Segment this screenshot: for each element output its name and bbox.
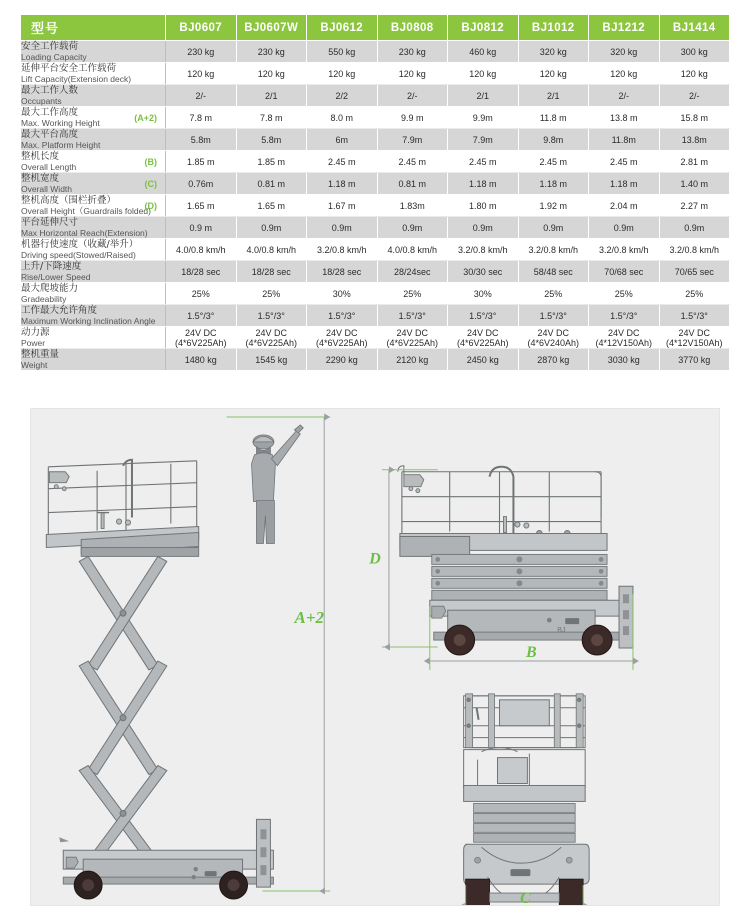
spec-value-cell: 230 kg — [166, 41, 237, 63]
spec-value-cell: 120 kg — [377, 63, 448, 85]
row-label-cell — [21, 151, 166, 173]
spec-value-cell: 3030 kg — [589, 349, 660, 371]
spec-value-cell: 0.81 m — [377, 173, 448, 195]
row-label-cn: 整机长度 — [21, 151, 60, 162]
scissor-arms-stowed — [432, 554, 607, 600]
spec-value-cell: 1.83m — [377, 195, 448, 217]
row-label-cn: 动力源 — [21, 327, 50, 338]
spec-value-cell: 24V DC (4*6V225Ah) — [166, 327, 237, 349]
row-label-en: Occupants — [21, 96, 62, 106]
row-label-cell — [21, 283, 166, 305]
table-row — [21, 129, 730, 151]
spec-value-cell: 1480 kg — [166, 349, 237, 371]
spec-value-cell: 2/- — [659, 85, 730, 107]
row-label-cn: 工作最大允许角度 — [21, 305, 98, 316]
row-label-cell — [21, 41, 166, 63]
table-header-row — [21, 15, 730, 41]
spec-value-cell: 24V DC (4*12V150Ah) — [589, 327, 660, 349]
platform-controls — [49, 472, 130, 529]
table-row — [21, 151, 730, 173]
row-label-en: Weight — [21, 360, 48, 370]
row-dimension-tag: (D) — [144, 200, 157, 211]
spec-value-cell: 1.5°/3° — [377, 305, 448, 327]
column-header-model-2: BJ0612 — [307, 15, 378, 41]
spec-value-cell: 25% — [589, 283, 660, 305]
spec-value-cell: 24V DC (4*12V150Ah) — [659, 327, 730, 349]
spec-value-cell: 9.9m — [448, 107, 519, 129]
spec-value-cell: 24V DC (4*6V225Ah) — [377, 327, 448, 349]
row-label-cell — [21, 327, 166, 349]
row-label-cell — [21, 107, 166, 129]
spec-value-cell: 2870 kg — [518, 349, 589, 371]
dimension-a2 — [227, 417, 331, 891]
table-header — [21, 15, 730, 41]
row-label-cn: 整机高度（围栏折叠） — [21, 195, 117, 206]
row-label-cell — [21, 261, 166, 283]
row-dimension-tag: (A+2) — [134, 112, 157, 123]
spec-value-cell: 0.9m — [448, 217, 519, 239]
spec-value-cell: 5.8m — [166, 129, 237, 151]
dimension-label-width: C — [520, 890, 531, 905]
spec-value-cell: 1.67 m — [307, 195, 378, 217]
spec-value-cell: 7.9m — [377, 129, 448, 151]
row-label-cell — [21, 239, 166, 261]
spec-value-cell: 2/- — [589, 85, 660, 107]
spec-value-cell: 120 kg — [307, 63, 378, 85]
spec-value-cell: 2450 kg — [448, 349, 519, 371]
row-label-cn: 上升/下降速度 — [21, 261, 82, 272]
spec-value-cell: 0.9m — [377, 217, 448, 239]
spec-value-cell: 0.9m — [307, 217, 378, 239]
spec-value-cell: 320 kg — [518, 41, 589, 63]
spec-value-cell: 3770 kg — [659, 349, 730, 371]
spec-value-cell: 1.85 m — [166, 151, 237, 173]
table-row — [21, 107, 730, 129]
spec-value-cell: 18/28 sec — [236, 261, 307, 283]
spec-value-cell: 4.0/0.8 km/h — [236, 239, 307, 261]
spec-value-cell: 120 kg — [166, 63, 237, 85]
spec-value-cell: 230 kg — [377, 41, 448, 63]
stowed-platform-deck — [400, 533, 607, 556]
spec-value-cell: 24V DC (4*6V240Ah) — [518, 327, 589, 349]
row-label-cn: 最大工作人数 — [21, 85, 79, 96]
spec-value-cell: 2290 kg — [307, 349, 378, 371]
spec-value-cell: 3.2/0.8 km/h — [589, 239, 660, 261]
spec-value-cell: 3.2/0.8 km/h — [307, 239, 378, 261]
platform-deck — [46, 527, 198, 557]
spec-value-cell: 13.8 m — [589, 107, 660, 129]
spec-value-cell: 2/- — [377, 85, 448, 107]
row-label-en: Rise/Lower Speed — [21, 272, 91, 282]
row-label-en: Overall Width — [21, 184, 73, 194]
row-label-en: Max Horizontal Reach(Extension) — [21, 228, 148, 238]
row-label-cn: 延伸平台安全工作载荷 — [21, 63, 117, 74]
spec-value-cell: 24V DC (4*6V225Ah) — [236, 327, 307, 349]
spec-value-cell: 25% — [236, 283, 307, 305]
table-row — [21, 195, 730, 217]
spec-value-cell: 30/30 sec — [448, 261, 519, 283]
spec-value-cell: 4.0/0.8 km/h — [166, 239, 237, 261]
spec-value-cell: 28/24sec — [377, 261, 448, 283]
spec-value-cell: 25% — [659, 283, 730, 305]
spec-value-cell: 0.9m — [518, 217, 589, 239]
spec-value-cell: 1.5°/3° — [236, 305, 307, 327]
spec-value-cell: 1.80 m — [448, 195, 519, 217]
spec-value-cell: 2.45 m — [377, 151, 448, 173]
chassis-base — [59, 819, 273, 899]
spec-value-cell: 2120 kg — [377, 349, 448, 371]
stowed-controls — [404, 475, 570, 537]
table-row — [21, 261, 730, 283]
spec-value-cell: 1.65 m — [166, 195, 237, 217]
row-label-cn: 最大爬坡能力 — [21, 283, 79, 294]
row-label-en: Power — [21, 338, 46, 348]
spec-value-cell: 3.2/0.8 km/h — [448, 239, 519, 261]
row-label-en: Driving speed(Stowed/Raised) — [21, 250, 136, 260]
row-label-en: Overall Length — [21, 162, 77, 172]
spec-value-cell: 18/28 sec — [166, 261, 237, 283]
spec-value-cell: 120 kg — [589, 63, 660, 85]
spec-value-cell: 2.45 m — [518, 151, 589, 173]
row-label-cell — [21, 173, 166, 195]
spec-value-cell: 25% — [166, 283, 237, 305]
spec-value-cell: 4.0/0.8 km/h — [377, 239, 448, 261]
row-label-en: Max. Working Height — [21, 118, 100, 128]
spec-value-cell: 0.81 m — [236, 173, 307, 195]
spec-value-cell: 1.5°/3° — [448, 305, 519, 327]
dimension-label-length: B — [526, 644, 537, 661]
table-row — [21, 217, 730, 239]
spec-value-cell: 18/28 sec — [307, 261, 378, 283]
spec-value-cell: 0.76m — [166, 173, 237, 195]
platform-guardrail — [48, 460, 196, 539]
dimension-label-height: A+2 — [294, 608, 324, 628]
spec-value-cell: 2/1 — [236, 85, 307, 107]
spec-value-cell: 1.5°/3° — [307, 305, 378, 327]
column-header-model-7: BJ1414 — [659, 15, 730, 41]
spec-value-cell: 550 kg — [307, 41, 378, 63]
spec-value-cell: 1.18 m — [307, 173, 378, 195]
table-row — [21, 173, 730, 195]
table-row — [21, 305, 730, 327]
spec-value-cell: 25% — [518, 283, 589, 305]
table-row — [21, 239, 730, 261]
spec-value-cell: 460 kg — [448, 41, 519, 63]
spec-value-cell: 11.8 m — [518, 107, 589, 129]
spec-value-cell: 120 kg — [236, 63, 307, 85]
row-label-cell — [21, 85, 166, 107]
column-header-model-5: BJ1012 — [518, 15, 589, 41]
spec-value-cell: 1545 kg — [236, 349, 307, 371]
row-label-cn: 整机宽度 — [21, 173, 60, 184]
scissor-arms-extended — [79, 556, 167, 864]
spec-value-cell: 7.8 m — [236, 107, 307, 129]
spec-value-cell: 30% — [307, 283, 378, 305]
spec-value-cell: 0.9m — [659, 217, 730, 239]
spec-value-cell: 320 kg — [589, 41, 660, 63]
column-header-model-0: BJ0607 — [166, 15, 237, 41]
row-label-cn: 最大平台高度 — [21, 129, 79, 140]
spec-value-cell: 120 kg — [659, 63, 730, 85]
dimension-diagram-panel — [30, 408, 720, 906]
row-label-cell — [21, 129, 166, 151]
spec-value-cell: 58/48 sec — [518, 261, 589, 283]
row-label-cell — [21, 217, 166, 239]
row-label-en: Lift Capacity(Extension deck) — [21, 74, 132, 84]
table-row — [21, 41, 730, 63]
table-row — [21, 63, 730, 85]
front-lower-frame — [464, 748, 586, 788]
spec-value-cell: 2.27 m — [659, 195, 730, 217]
spec-value-cell: 2/2 — [307, 85, 378, 107]
column-header-model-4: BJ0812 — [448, 15, 519, 41]
spec-value-cell: 2.45 m — [589, 151, 660, 173]
spec-value-cell: 6m — [307, 129, 378, 151]
spec-value-cell: 24V DC (4*6V225Ah) — [448, 327, 519, 349]
table-row — [21, 283, 730, 305]
row-label-cn: 整机重量 — [21, 349, 60, 360]
column-header-model-1: BJ0607W — [236, 15, 307, 41]
row-label-cell — [21, 349, 166, 371]
spec-value-cell: 13.8m — [659, 129, 730, 151]
spec-value-cell: 120 kg — [518, 63, 589, 85]
table-row — [21, 85, 730, 107]
spec-value-cell: 2.81 m — [659, 151, 730, 173]
row-label-en: Max. Platform Height — [21, 140, 101, 150]
spec-value-cell: 5.8m — [236, 129, 307, 151]
spec-value-cell: 1.5°/3° — [659, 305, 730, 327]
spec-value-cell: 1.5°/3° — [589, 305, 660, 327]
svg-text:BJ: BJ — [557, 627, 566, 635]
row-label-cell — [21, 195, 166, 217]
spec-value-cell: 9.8m — [518, 129, 589, 151]
spec-value-cell: 70/68 sec — [589, 261, 660, 283]
diagram-svg — [31, 409, 719, 905]
spec-value-cell: 1.18 m — [448, 173, 519, 195]
row-label-cn: 最大工作高度 — [21, 107, 79, 118]
operator-figure — [251, 425, 303, 544]
spec-value-cell: 7.8 m — [166, 107, 237, 129]
spec-value-cell: 8.0 m — [307, 107, 378, 129]
spec-value-cell: 15.8 m — [659, 107, 730, 129]
front-scissor-stack — [474, 803, 576, 842]
row-dimension-tag: (C) — [144, 178, 157, 189]
row-label-cn: 安全工作载荷 — [21, 41, 79, 52]
spec-value-cell: 2.45 m — [448, 151, 519, 173]
row-label-cell — [21, 63, 166, 85]
column-header-model-3: BJ0808 — [377, 15, 448, 41]
spec-value-cell: 2/- — [166, 85, 237, 107]
spec-value-cell: 3.2/0.8 km/h — [518, 239, 589, 261]
table-row — [21, 349, 730, 371]
elevated-side-view — [46, 417, 330, 899]
row-label-en: Overall Height（Guardrails folded) — [21, 206, 151, 216]
spec-value-cell: 1.18 m — [589, 173, 660, 195]
spec-value-cell: 25% — [377, 283, 448, 305]
table-body — [21, 41, 730, 371]
stowed-side-view — [368, 466, 633, 670]
spec-value-cell: 30% — [448, 283, 519, 305]
spec-value-cell: 3.2/0.8 km/h — [659, 239, 730, 261]
spec-value-cell: 1.85 m — [236, 151, 307, 173]
spec-value-cell: 0.9m — [236, 217, 307, 239]
spec-value-cell: 230 kg — [236, 41, 307, 63]
dimension-label-folded-height: D — [369, 550, 381, 568]
spec-value-cell: 24V DC (4*6V225Ah) — [307, 327, 378, 349]
front-guardrail — [464, 696, 586, 748]
spec-value-cell: 1.65 m — [236, 195, 307, 217]
spec-value-cell: 0.9 m — [166, 217, 237, 239]
column-header-model: 型号 — [21, 15, 166, 41]
spec-value-cell: 7.9m — [448, 129, 519, 151]
spec-value-cell: 120 kg — [448, 63, 519, 85]
spec-value-cell: 1.18 m — [518, 173, 589, 195]
specification-table — [20, 14, 730, 371]
row-label-en: Maximum Working Inclination Angle — [21, 316, 156, 326]
row-dimension-tag: (B) — [144, 156, 157, 167]
row-label-en: Gradeability — [21, 294, 67, 304]
front-view — [464, 694, 589, 905]
spec-value-cell: 2/1 — [518, 85, 589, 107]
row-label-cell — [21, 305, 166, 327]
spec-value-cell: 1.5°/3° — [518, 305, 589, 327]
spec-value-cell: 1.40 m — [659, 173, 730, 195]
table-row — [21, 327, 730, 349]
column-header-model-6: BJ1212 — [589, 15, 660, 41]
spec-value-cell: 11.8m — [589, 129, 660, 151]
row-label-cn: 机器行使速度（收藏/举升） — [21, 239, 139, 250]
spec-value-cell: 1.5°/3° — [166, 305, 237, 327]
row-label-en: Loading Capacity — [21, 52, 87, 62]
spec-value-cell: 300 kg — [659, 41, 730, 63]
spec-value-cell: 9.9 m — [377, 107, 448, 129]
spec-value-cell: 2/1 — [448, 85, 519, 107]
spec-value-cell: 2.04 m — [589, 195, 660, 217]
specification-table-container — [20, 14, 730, 371]
spec-value-cell: 1.92 m — [518, 195, 589, 217]
spec-value-cell: 2.45 m — [307, 151, 378, 173]
row-label-cn: 平台延伸尺寸 — [21, 217, 79, 228]
spec-value-cell: 0.9m — [589, 217, 660, 239]
front-deck — [464, 785, 586, 801]
spec-value-cell: 70/65 sec — [659, 261, 730, 283]
